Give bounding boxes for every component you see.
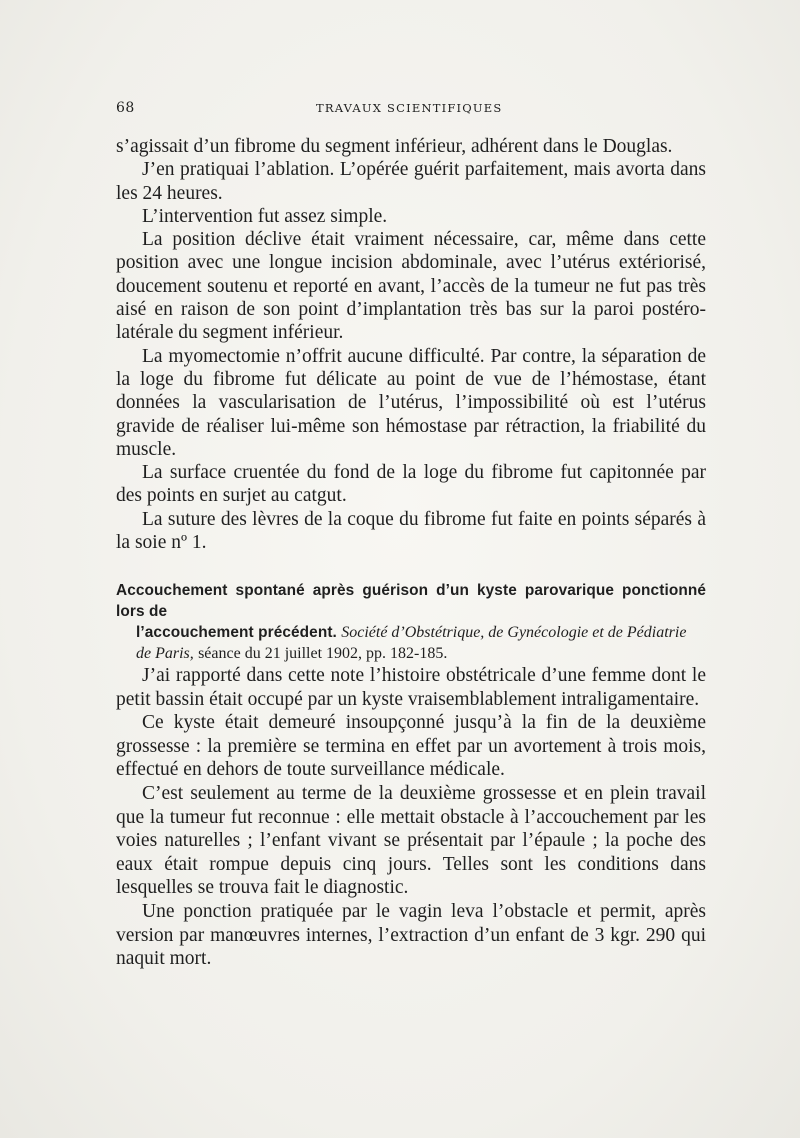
entry-title-part-2: l’accouchement précédent. — [136, 624, 337, 641]
entry-line-3 — [116, 643, 706, 664]
paragraph: La position déclive était vraiment nécessaire, car, même dans cette position avec une longue incision abdominale, avec l’utérus extériorisé, doucement soutenu et reporté en avant, l’accès de la tumeur ne fut pas très aisé en raison de son point d’implantation très bas sur la paroi postéro-latérale du segment inférieur. — [116, 229, 706, 344]
paragraph: Ce kyste était demeuré insoupçonné jusqu’à la fin de la deuxième grossesse : la première se termina en effet par un avortement à trois mois, effectué en dehors de toute surveillance médicale. — [116, 712, 706, 781]
paragraph: J’en pratiquai l’ablation. L’opérée guérit parfaitement, mais avorta dans les 24 heures. — [116, 159, 706, 204]
paragraph: La suture des lèvres de la coque du fibrome fut faite en points séparés à la soie nº 1. — [116, 508, 706, 554]
section-b-text — [116, 664, 706, 971]
paragraph: J’ai rapporté dans cette note l’histoire obstétricale d’une femme dont le petit bassin était occupé par un kyste vraisemblablement intraligamentaire. — [116, 665, 706, 710]
section-a-text — [116, 135, 706, 554]
entry-source-city: de Paris, — [136, 645, 194, 662]
bibliographic-entry — [116, 580, 706, 664]
paragraph: Une ponction pratiquée par le vagin leva l’obstacle et permit, après version par manœuvres internes, l’extraction d’un enfant de 3 kgr. 290 qui naquit mort. — [116, 900, 706, 970]
page-number: 68 — [116, 100, 135, 116]
paragraph: s’agissait d’un fibrome du segment inférieur, adhérent dans le Douglas. — [116, 136, 673, 157]
paragraph: C’est seulement au terme de la deuxième grossesse et en plein travail que la tumeur fut reconnue : elle mettait obstacle à l’accouchement par les voies naturelles ; l’enfant vivant se présentait par l’épaule ; la poche des eaux était rompue depuis cinq jours. Telles sont les conditions dans lesquelles se trouva fait le diagnostic. — [116, 782, 706, 899]
entry-title-part-1: Accouchement spontané après guérison d’un kyste parovarique ponctionné lors de — [116, 582, 706, 620]
running-title: TRAVAUX SCIENTIFIQUES — [316, 101, 503, 115]
paragraph: L’intervention fut assez simple. — [142, 205, 388, 227]
paragraph: La surface cruentée du fond de la loge du fibrome fut capitonnée par des points en surjet au catgut. — [116, 462, 706, 507]
entry-line-1 — [116, 580, 706, 622]
entry-details: séance du 21 juillet 1902, pp. 182-185. — [198, 645, 448, 662]
entry-source: Société d’Obstétrique, de Gynécologie et de Pédiatrie — [341, 624, 687, 641]
entry-line-2 — [116, 622, 706, 643]
running-head — [116, 100, 706, 120]
paragraph: La myomectomie n’offrit aucune difficulté. Par contre, la séparation de la loge du fibrome fut délicate au point de vue de l’hémostase, étant données la vascularisation de l’utérus, l’impossibilité où est l’utérus gravide de réaliser lui-même son hémostase par rétraction, la friabilité du muscle. — [116, 345, 706, 460]
